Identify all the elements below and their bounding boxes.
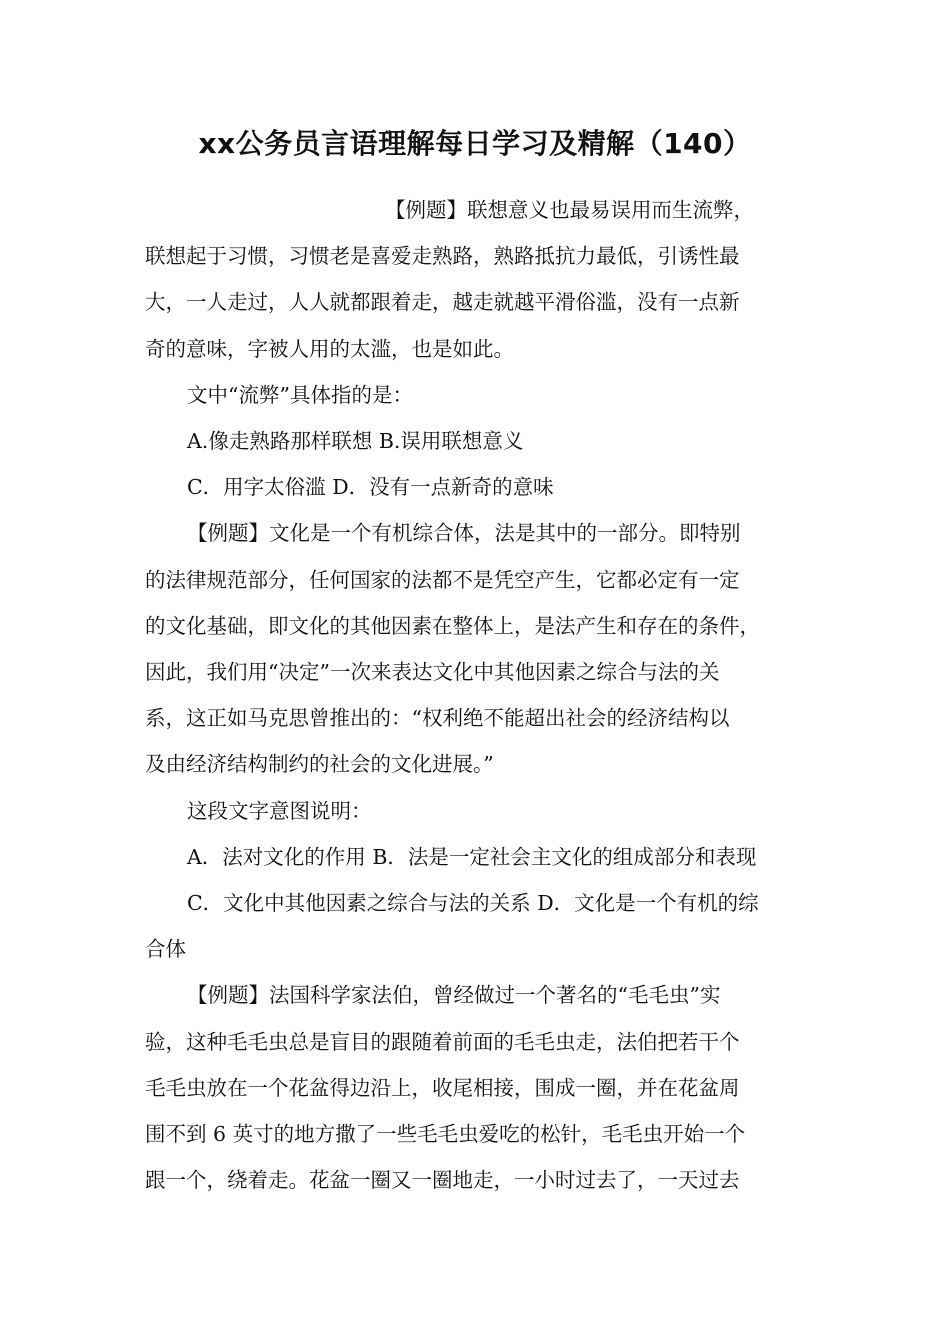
- question-1-options-ab: A.像走熟路那样联想 B.误用联想意义: [187, 429, 524, 454]
- paragraph-example-3: 【例题】法国科学家法伯，曾经做过一个著名的“毛毛虫”实 验，这种毛毛虫总是盲目的跟随着前面的毛毛虫走，法伯把若干个 毛毛虫放在一个花盆得边沿上，收尾相接，围成一圈，并在花盆周 围不到 6 英寸的地方撒了一些毛毛虫爱吃的松针，毛毛虫开始一个 跟一个，绕着走。花盆一圈又一圈地走，一小时过去了，一天过去: [145, 983, 746, 1193]
- paragraph-example-2: 【例题】文化是一个有机综合体，法是其中的一部分。即特别 的法律规范部分，任何国家的法都不是凭空产生，它都必定有一定 的文化基础，即文化的其他因素在整体上，是法产生和存在的条件， 因此，我们用“决定”一次来表达文化中其他因素之综合与法的关 系，这正如马克思曾推出的：“权利绝不能超出社会的经济结构以 及由经济结构制约的社会的文化进展。”: [145, 521, 760, 777]
- question-2-options-cd: C．文化中其他因素之综合与法的关系 D．文化是一个有机的综 合体: [145, 891, 759, 962]
- question-1-options-cd: C．用字太俗滥 D．没有一点新奇的意味: [187, 475, 554, 500]
- paragraph-example-1: 【例题】联想意义也最易误用而生流弊， 联想起于习惯，习惯老是喜爱走熟路，熟路抵抗力最低，引诱性最 大，一人走过，人人就都跟着走，越走就越平滑俗滥，没有一点新 奇的意味，字被人用的太滥，也是如此。: [145, 198, 754, 361]
- document-title: xx公务员言语理解每日学习及精解（140）: [198, 127, 752, 160]
- question-2-options-ab: A．法对文化的作用 B．法是一定社会主文化的组成部分和表现: [187, 844, 757, 869]
- document-body: [145, 187, 817, 1203]
- question-2-prompt: 这段文字意图说明：: [187, 798, 372, 823]
- question-1-prompt: 文中“流弊”具体指的是：: [187, 382, 413, 407]
